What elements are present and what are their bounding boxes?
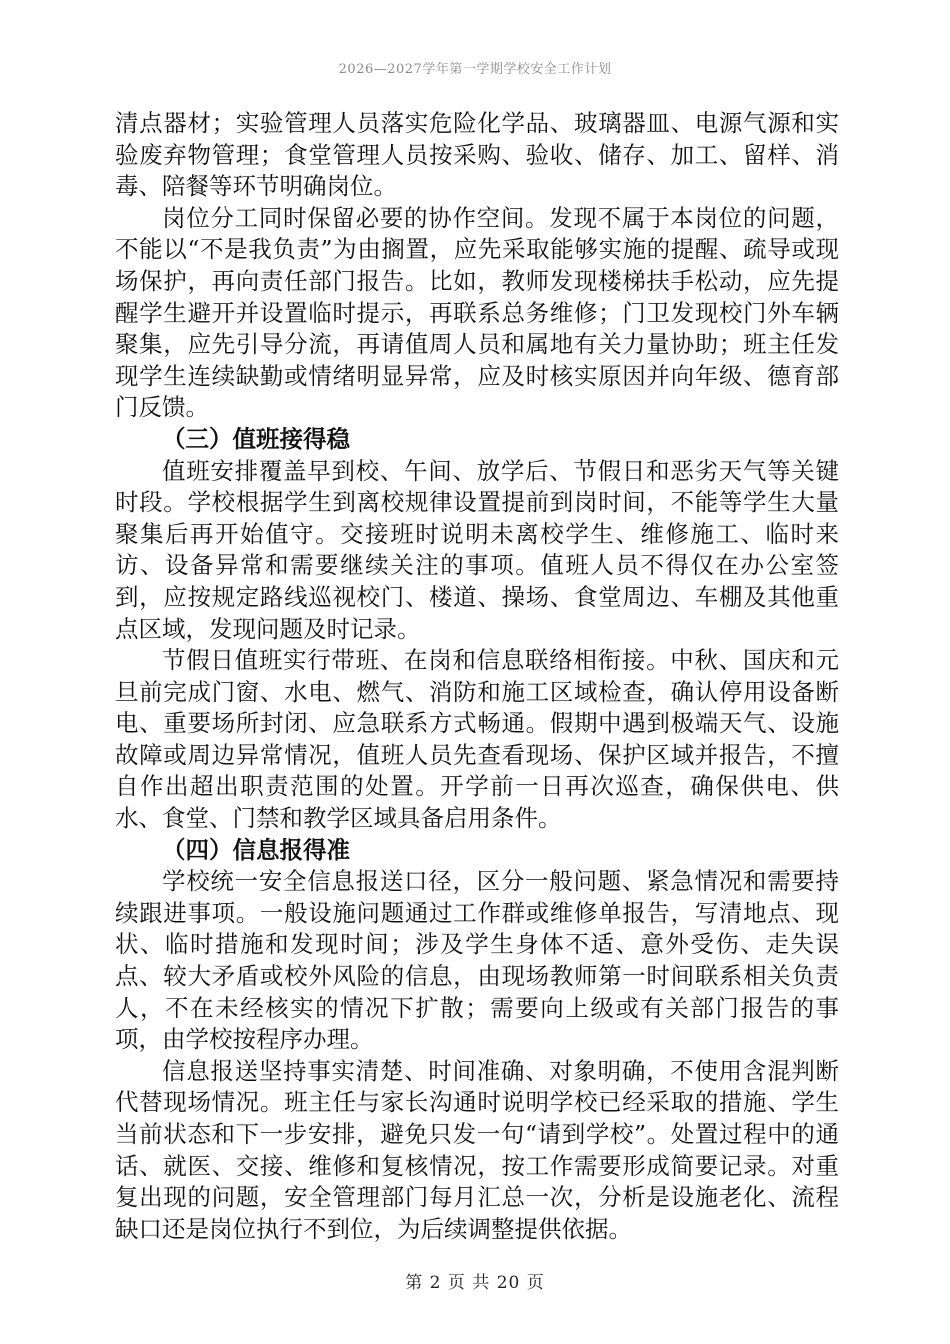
paragraph-role-collaboration: 岗位分工同时保留必要的协作空间。发现不属于本岗位的问题，不能以“不是我负责”为由搁置，应先采取能够实施的提醒、疏导或现场保护，再向责任部门报告。比如，教师发现楼梯扶手松动，应先提醒学生避开并设置临时提示，再联系总务维修；门卫发现校门外车辆聚集，应先引导分流，再请值周人员和属地有关力量协助；班主任发现学生连续缺勤或情绪明显异常，应及时核实原因并向年级、德育部门反馈。 bbox=[115, 203, 839, 422]
paragraph-reporting-principles: 信息报送坚持事实清楚、时间准确、对象明确，不使用含混判断代替现场情况。班主任与家长沟通时说明学校已经采取的措施、学生当前状态和下一步安排，避免只发一句“请到学校”。处置过程中的通话、就医、交接、维修和复核情况，按工作需要形成简要记录。对重复出现的问题，安全管理部门每月汇总一次，分析是设施老化、流程缺口还是岗位执行不到位，为后续调整提供依据。 bbox=[115, 1056, 839, 1243]
paragraph-continued: 清点器材；实验管理人员落实危险化学品、玻璃器皿、电源气源和实验废弃物管理；食堂管理人员按采购、验收、储存、加工、留样、消毒、陪餐等环节明确岗位。 bbox=[115, 109, 839, 201]
section-heading-reporting: （四）信息报得准 bbox=[162, 835, 350, 864]
section-heading-duty: （三）值班接得稳 bbox=[162, 424, 350, 453]
paragraph-reporting-scope: 学校统一安全信息报送口径，区分一般问题、紧急情况和需要持续跟进事项。一般设施问题通过工作群或维修单报告，写清地点、现状、临时措施和发现时间；涉及学生身体不适、意外受伤、走失误点、较大矛盾或校外风险的信息，由现场教师第一时间联系相关负责人，不在未经核实的情况下扩散；需要向上级或有关部门报告的事项，由学校按程序办理。 bbox=[115, 867, 839, 1054]
document-body bbox=[115, 108, 839, 1245]
page-header: 2026—2027学年第一学期学校安全工作计划 bbox=[338, 62, 612, 77]
paragraph-duty-schedule: 值班安排覆盖早到校、午间、放学后、节假日和恶劣天气等关键时段。学校根据学生到离校规律设置提前到岗时间，不能等学生大量聚集后再开始值守。交接班时说明未离校学生、维修施工、临时来访、设备异常和需要继续关注的事项。值班人员不得仅在办公室签到，应按规定路线巡视校门、楼道、操场、食堂周边、车棚及其他重点区域，发现问题及时记录。 bbox=[115, 456, 839, 643]
page-number: 第 2 页 共 20 页 bbox=[405, 1273, 545, 1293]
paragraph-holiday-duty: 节假日值班实行带班、在岗和信息联络相衔接。中秋、国庆和元旦前完成门窗、水电、燃气、消防和施工区域检查，确认停用设备断电、重要场所封闭、应急联系方式畅通。假期中遇到极端天气、设施故障或周边异常情况，值班人员先查看现场、保护区域并报告，不擅自作出超出职责范围的处置。开学前一日再次巡查，确保供电、供水、食堂、门禁和教学区域具备启用条件。 bbox=[115, 646, 839, 833]
